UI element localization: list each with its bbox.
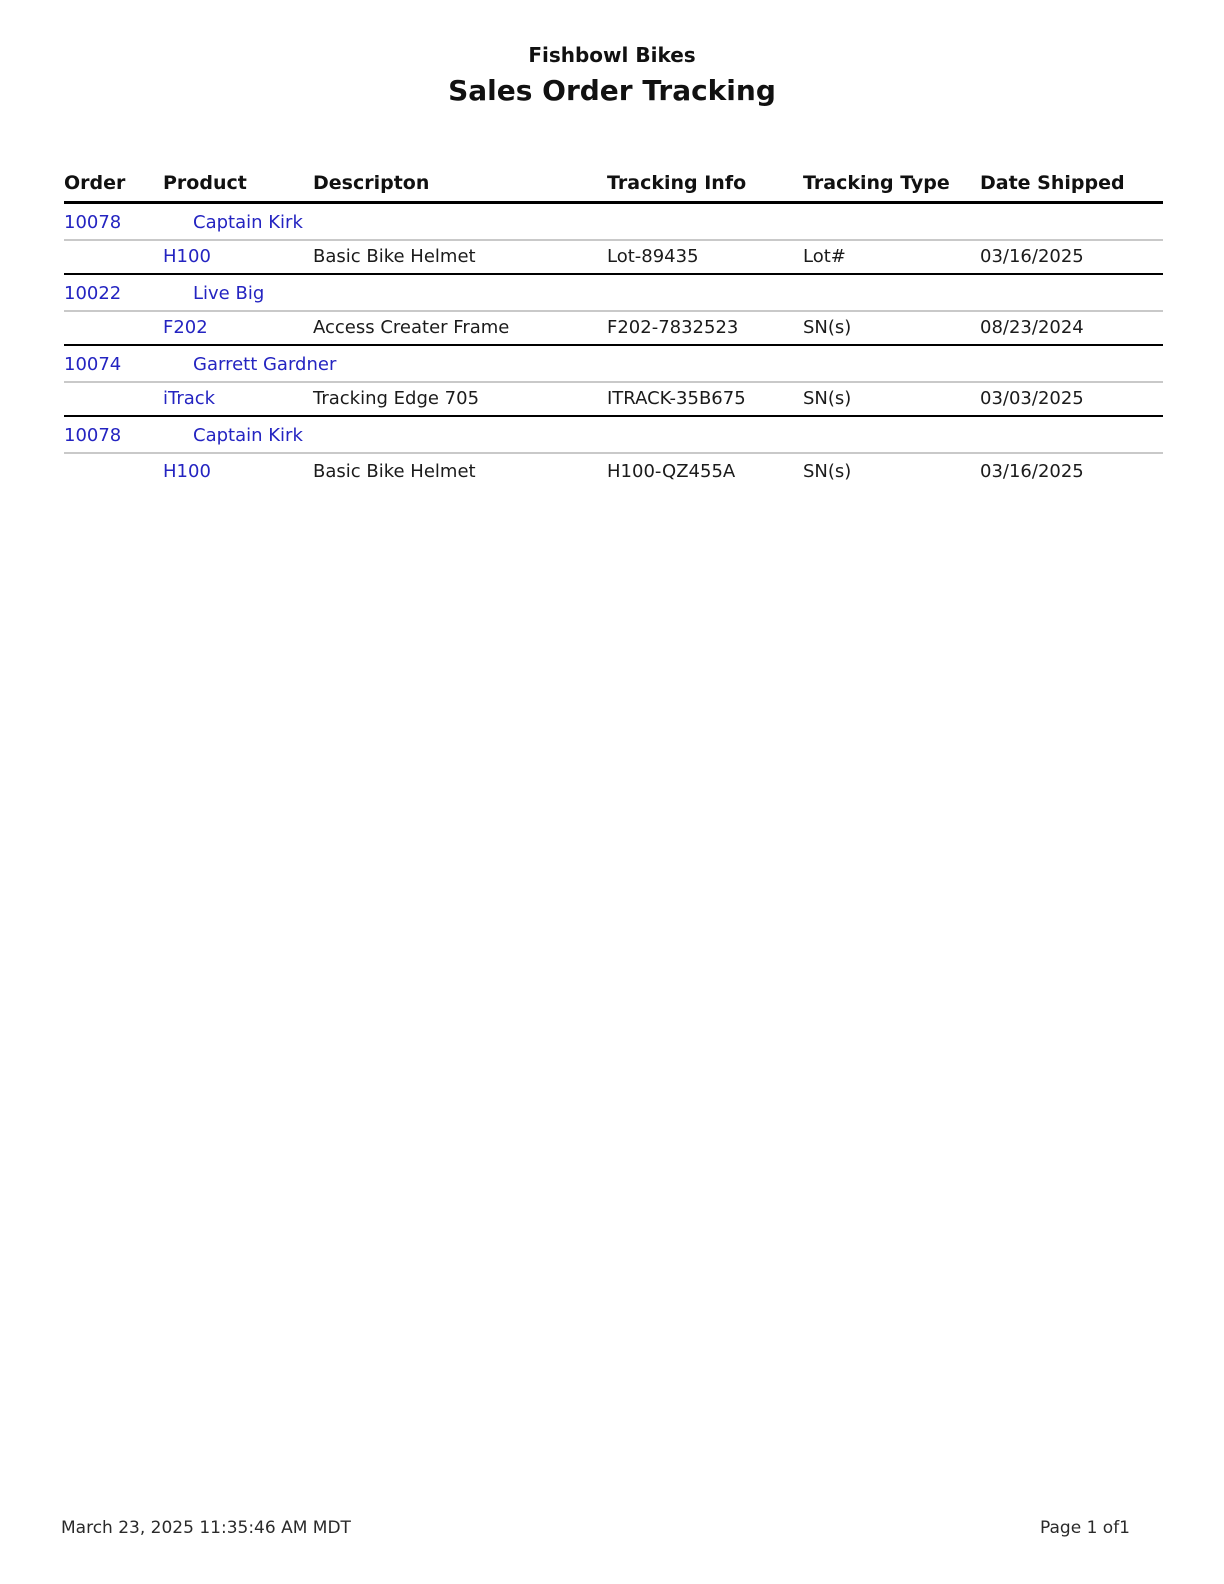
- tracking-info-value: H100-QZ455A: [607, 461, 736, 482]
- column-header-date-shipped: Date Shipped: [980, 172, 1125, 194]
- date-shipped-value: 03/16/2025: [980, 246, 1084, 267]
- table-header-row: [64, 172, 1163, 204]
- order-group: [64, 346, 1163, 417]
- order-number-link[interactable]: 10078: [64, 212, 122, 233]
- order-group-row: [64, 204, 1163, 241]
- product-code-link[interactable]: iTrack: [163, 388, 216, 409]
- line-item-row: [64, 454, 1163, 488]
- column-header-order: Order: [64, 172, 126, 194]
- customer-name-link[interactable]: Live Big: [193, 283, 265, 304]
- item-description: Tracking Edge 705: [313, 388, 480, 409]
- table-body: [64, 204, 1163, 488]
- order-group-row: [64, 417, 1163, 454]
- order-number-link[interactable]: 10078: [64, 425, 122, 446]
- date-shipped-value: 08/23/2024: [980, 317, 1084, 338]
- sales-order-tracking-table: [64, 172, 1163, 488]
- column-header-tracking-info: Tracking Info: [607, 172, 747, 194]
- column-header-product: Product: [163, 172, 247, 194]
- generated-timestamp: March 23, 2025 11:35:46 AM MDT: [61, 1518, 351, 1538]
- customer-name-link[interactable]: Captain Kirk: [193, 212, 303, 233]
- page-number: Page 1 of1: [1040, 1518, 1130, 1538]
- customer-name-link[interactable]: Captain Kirk: [193, 425, 303, 446]
- order-group: [64, 275, 1163, 346]
- date-shipped-value: 03/16/2025: [980, 461, 1084, 482]
- tracking-type-value: Lot#: [803, 246, 846, 267]
- line-item-row: [64, 312, 1163, 346]
- tracking-type-value: SN(s): [803, 317, 852, 338]
- order-group-row: [64, 346, 1163, 383]
- order-group: [64, 417, 1163, 488]
- report-title: Sales Order Tracking: [448, 74, 776, 107]
- column-header-tracking-type: Tracking Type: [803, 172, 950, 194]
- order-group: [64, 204, 1163, 275]
- item-description: Basic Bike Helmet: [313, 246, 476, 267]
- company-name: Fishbowl Bikes: [528, 43, 696, 67]
- report-header: [0, 0, 1224, 110]
- line-item-row: [64, 241, 1163, 275]
- tracking-type-value: SN(s): [803, 388, 852, 409]
- page-footer: [61, 1518, 1130, 1538]
- product-code-link[interactable]: H100: [163, 461, 211, 482]
- order-group-row: [64, 275, 1163, 312]
- item-description: Basic Bike Helmet: [313, 461, 476, 482]
- customer-name-link[interactable]: Garrett Gardner: [193, 354, 337, 375]
- tracking-info-value: Lot-89435: [607, 246, 699, 267]
- order-number-link[interactable]: 10022: [64, 283, 122, 304]
- date-shipped-value: 03/03/2025: [980, 388, 1084, 409]
- item-description: Access Creater Frame: [313, 317, 510, 338]
- product-code-link[interactable]: H100: [163, 246, 211, 267]
- tracking-info-value: ITRACK-35B675: [607, 388, 746, 409]
- line-item-row: [64, 383, 1163, 417]
- column-header-descripton: Descripton: [313, 172, 430, 194]
- tracking-info-value: F202-7832523: [607, 317, 739, 338]
- order-number-link[interactable]: 10074: [64, 354, 122, 375]
- product-code-link[interactable]: F202: [163, 317, 208, 338]
- tracking-type-value: SN(s): [803, 461, 852, 482]
